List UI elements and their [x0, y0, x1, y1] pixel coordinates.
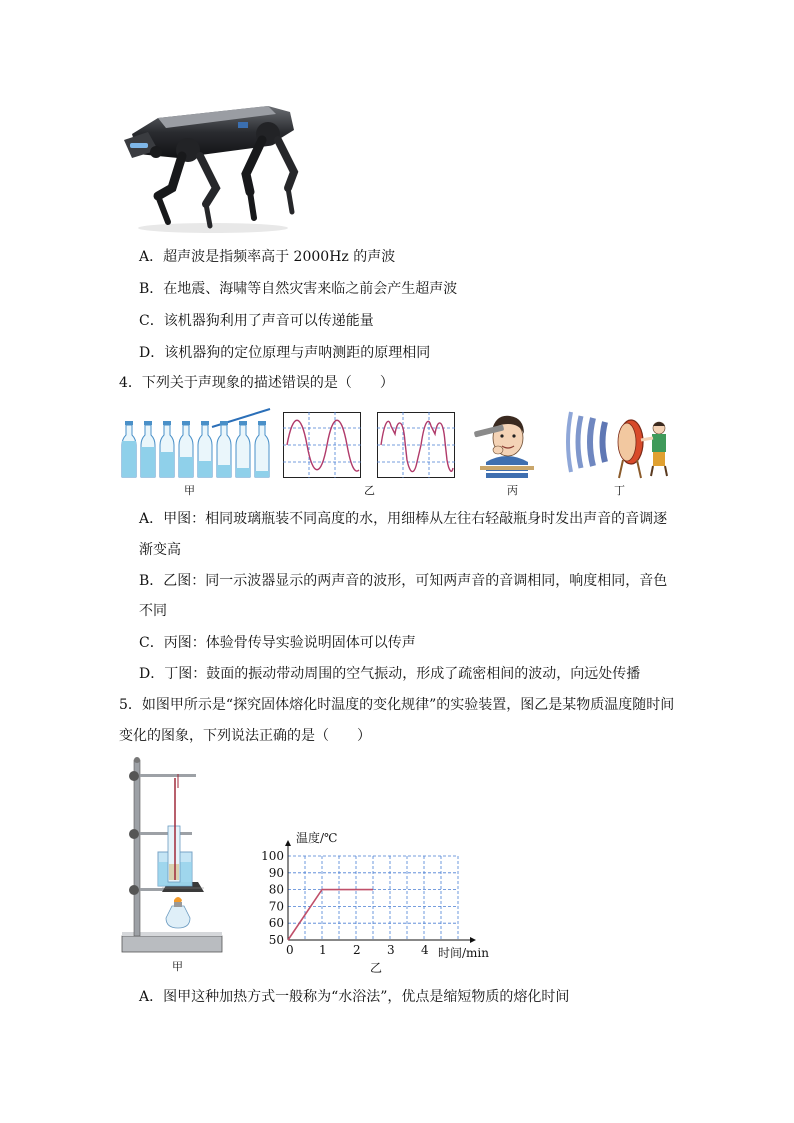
- q4-option-d: D．丁图：鼓面的振动带动周围的空气振动，形成了疏密相间的波动，向远处传播: [139, 666, 641, 682]
- chart-series: [288, 890, 373, 940]
- q5-stem-line2: 变化的图象，下列说法正确的是（ ）: [119, 728, 371, 744]
- figure-label-jia: 甲: [184, 484, 195, 497]
- x-tick-label: 2: [353, 943, 361, 957]
- waveform-right: [377, 412, 455, 478]
- bone-conduction-figure: [472, 406, 542, 478]
- q4-option-c: C．丙图：体验骨传导实验说明固体可以传声: [139, 635, 416, 651]
- heating-apparatus-figure: [118, 756, 228, 956]
- figure-label-yi: 乙: [364, 484, 375, 497]
- waveform-left: [283, 412, 361, 478]
- q3-option-b: B．在地震、海啸等自然灾害来临之前会产生超声波: [139, 281, 458, 297]
- chart-axes: [285, 840, 476, 943]
- y-tick-label: 50: [268, 933, 284, 947]
- chart-grid: [288, 856, 458, 940]
- drum-sound-figure: [565, 404, 675, 480]
- oscilloscope-figure: [283, 412, 458, 478]
- q4-stem: 4．下列关于声现象的描述错误的是（ ）: [119, 375, 394, 391]
- temperature-time-chart: [258, 824, 498, 976]
- figure-label-jia-apparatus: 甲: [172, 960, 183, 973]
- q3-option-d: D．该机器狗的定位原理与声呐测距的原理相同: [139, 345, 431, 361]
- chart-ticks: [261, 849, 429, 957]
- temperature-curve: [288, 890, 373, 940]
- bottles-figure: [118, 405, 274, 480]
- y-tick-label: 70: [268, 899, 284, 914]
- y-axis-arrow: [285, 840, 291, 846]
- figure-label-ding: 丁: [614, 484, 625, 497]
- x-tick-label: 0: [286, 943, 294, 957]
- y-tick-label: 100: [261, 849, 284, 863]
- q3-option-c: C．该机器狗利用了声音可以传递能量: [139, 313, 374, 329]
- q4-option-b-line1: B．乙图：同一示波器显示的两声音的波形，可知两声音的音调相同，响度相同，音色: [139, 573, 668, 589]
- q5-option-a: A．图甲这种加热方式一般称为“水浴法”，优点是缩短物质的熔化时间: [139, 989, 570, 1005]
- y-tick-label: 90: [268, 865, 284, 880]
- y-tick-label: 80: [268, 882, 284, 897]
- chart-x-axis-label: 时间/min: [438, 946, 489, 960]
- chart-caption-yi: 乙: [370, 961, 383, 975]
- q5-stem-line1: 5．如图甲所示是“探究固体熔化时温度的变化规律”的实验装置，图乙是某物质温度随时间: [119, 697, 675, 713]
- x-tick-label: 4: [421, 943, 429, 957]
- bottle-row: [122, 421, 269, 477]
- q4-option-b-line2: 不同: [139, 603, 167, 619]
- q4-option-a-line1: A．甲图：相同玻璃瓶装不同高度的水，用细棒从左往右轻敲瓶身时发出声音的音调逐: [139, 511, 668, 527]
- robot-dog-image: [118, 96, 308, 236]
- q4-option-a-line2: 渐变高: [139, 542, 181, 558]
- x-tick-label: 1: [319, 943, 327, 957]
- x-tick-label: 3: [387, 943, 395, 957]
- y-tick-label: 60: [268, 916, 284, 931]
- chart-y-axis-label: 温度/℃: [296, 831, 338, 845]
- x-axis-arrow: [470, 937, 476, 943]
- q3-option-a: A．超声波是指频率高于 2000Hz 的声波: [139, 249, 396, 265]
- figure-label-bing: 丙: [507, 484, 518, 497]
